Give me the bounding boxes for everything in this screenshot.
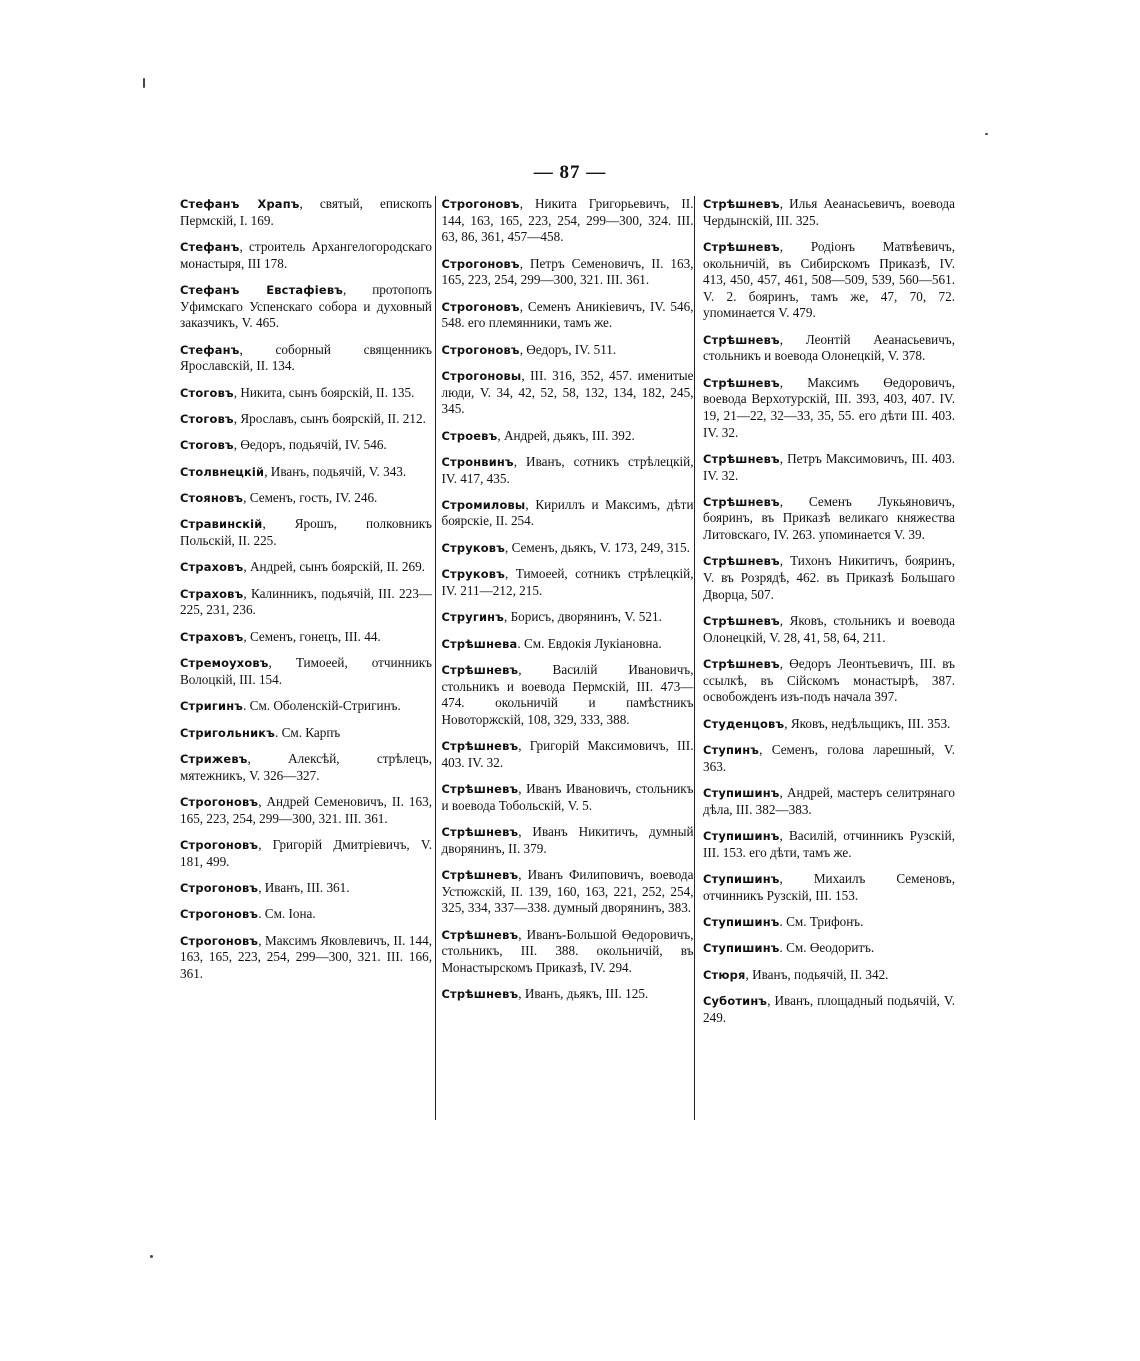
entry-headword: Страховъ [180, 560, 244, 575]
entry-text: , Никита Григорьевичъ, II. 144, 163, 165, 223, 254, 299—300, 324. III. 63, 86, 361, 457—458. [441, 196, 694, 245]
entry-text: , протопопъ Уфимскаго Успенскаго собора и духовный заказчикъ, V. 465. [180, 281, 432, 331]
entry-headword: Строгоновъ [180, 880, 259, 895]
entry-headword: Стригинъ [180, 699, 244, 714]
entry-text: , Тимоеей, отчинникъ Волоцкій, III. 154. [180, 655, 432, 687]
entry-headword: Строгоновъ [441, 342, 520, 357]
index-entry [703, 785, 955, 818]
index-entry [442, 738, 694, 771]
entry-headword: Струковъ [441, 567, 505, 582]
entry-headword: Ступишинъ [703, 785, 780, 800]
entry-headword: Стрѣшневъ [703, 554, 780, 569]
index-entry [703, 451, 955, 484]
index-entry [703, 375, 955, 441]
entry-headword: Стругинъ [441, 610, 505, 625]
entry-text: , Леонтій Аеанасьевичъ, стольникъ и воевода Олонецкій, V. 378. [703, 331, 955, 364]
entry-text: , Ярославъ, сынъ боярскій, II. 212. [233, 410, 426, 426]
entry-headword: Стефанъ Храпъ [180, 197, 300, 211]
entry-text: , Борисъ, дворянинъ, V. 521. [504, 609, 662, 625]
entry-headword: Строгоновъ [180, 907, 259, 922]
index-entry [180, 655, 432, 688]
entry-headword: Строгоновы [441, 368, 522, 383]
index-entry [442, 824, 694, 857]
index-entry [703, 914, 955, 931]
entry-text: , Иванъ Филиповичъ, воевода Устюжскій, II. 139, 160, 163, 221, 252, 254, 325, 334, 337—338. думный дворянинъ, 383. [441, 867, 694, 916]
entry-text: . См. Оболенскій-Стригинъ. [243, 698, 401, 714]
index-entry [180, 698, 432, 715]
entry-text: , Өедоръ Леонтьевичъ, III. въ ссылкѣ, въ Сійскомъ монастырѣ, 387. освобожденъ изъ-подъ начала 397. [703, 656, 955, 705]
entry-text: , III. 316, 352, 457. именитые люди, V. 34, 42, 52, 58, 132, 134, 182, 245, 345. [441, 367, 694, 417]
index-entry [442, 454, 694, 487]
entry-text: , Василій Ивановичъ, стольникъ и воевода Пермскій, III. 473—474. окольничій и памѣстникъ Новоторжскій, 108, 329, 333, 388. [441, 662, 694, 727]
entry-headword: Ступишинъ [703, 914, 780, 929]
entry-text: , Иванъ, площадный подьячій, V. 249. [703, 993, 955, 1025]
entry-text: , Семенъ, гость, IV. 246. [243, 490, 378, 506]
scan-speck [985, 133, 988, 135]
entry-headword: Стрѣшневъ [441, 663, 519, 678]
entry-text: , Семенъ, голова ларешный, V. 363. [703, 742, 955, 774]
entry-headword: Стромиловы [441, 497, 526, 512]
entry-text: . См. Карпъ [274, 724, 341, 740]
entry-text: , Семенъ Аникіевичъ, IV. 546, 548. его племянники, тамъ же. [441, 298, 694, 331]
entry-headword: Стрѣшнева [441, 636, 518, 651]
index-entry [180, 490, 432, 507]
entry-headword: Страховъ [180, 629, 244, 644]
entry-headword: Стрѣшневъ [703, 239, 780, 254]
entry-text: , Андрей, мастеръ селитрянаго дѣла, III. 382—383. [703, 784, 955, 817]
index-entry [442, 368, 694, 418]
index-entry [180, 282, 432, 332]
entry-text: , Кириллъ и Максимъ, дѣти боярскіе, II. 254. [441, 496, 694, 529]
entry-headword: Стефанъ [180, 342, 240, 357]
index-entry [180, 411, 432, 428]
index-entry [703, 871, 955, 904]
entry-text: , Алексѣй, стрѣлецъ, мятежникъ, V. 326—327. [180, 751, 432, 783]
entry-headword: Стрѣшневъ [703, 494, 780, 509]
index-entry [703, 239, 955, 322]
entry-headword: Стрѣшневъ [703, 197, 780, 211]
index-entry [703, 742, 955, 775]
entry-text: , Тихонъ Никитичъ, бояринъ, V. въ Розрядѣ, 462. въ Приказѣ Большаго Дворца, 507. [703, 553, 955, 602]
entry-headword: Суботинъ [703, 994, 768, 1009]
column-3 [703, 196, 955, 1036]
entry-headword: Стронвинъ [441, 454, 514, 469]
index-entry [442, 299, 694, 332]
index-entry [442, 566, 694, 599]
entry-text: , Петръ Семеновичъ, II. 163, 165, 223, 254, 299—300, 321. III. 361. [441, 255, 694, 288]
entry-headword: Стефанъ Евстафіевъ [180, 282, 344, 297]
entry-headword: Стрѣшневъ [703, 332, 780, 347]
entry-text: , Иванъ, подьячій, V. 343. [264, 463, 407, 479]
entry-headword: Строгоновъ [441, 256, 520, 271]
entry-text: , Григорій Максимовичъ, III. 403. IV. 32. [441, 738, 694, 770]
index-entry [703, 332, 955, 365]
index-entry [180, 837, 432, 870]
index-entry [703, 613, 955, 646]
entry-text: , Иванъ Никитичъ, думный дворянинъ, II. 379. [441, 824, 694, 856]
scan-speck [143, 78, 145, 88]
entry-text: , Никита, сынъ боярскій, II. 135. [233, 384, 415, 400]
index-entry [703, 967, 955, 984]
index-entry [180, 751, 432, 784]
index-entry [180, 725, 432, 742]
index-entry [180, 586, 432, 619]
column-1 [180, 196, 432, 1036]
entry-headword: Стригольникъ [180, 725, 275, 740]
entry-headword: Строгоновъ [180, 933, 259, 948]
entry-headword: Строгоновъ [180, 794, 259, 809]
index-entry [180, 516, 432, 549]
entry-text: , Андрей, дьякъ, III. 392. [497, 427, 635, 443]
entry-text: , Яковъ, недѣльщикъ, III. 353. [784, 715, 951, 731]
entry-text: , Калинникъ, подьячій, III. 223—225, 231, 236. [180, 585, 432, 618]
entry-text: , Иванъ, дьякъ, III. 125. [518, 986, 649, 1002]
index-entry [180, 906, 432, 923]
entry-text: , Илья Аеанасьевичъ, воевода Чердынскій, III. 325. [703, 196, 955, 228]
entry-headword: Стояновъ [180, 491, 244, 506]
index-entry [442, 196, 694, 246]
index-entry [442, 497, 694, 530]
index-entry [442, 256, 694, 289]
entry-text: . См. Евдокія Лукіановна. [517, 635, 662, 651]
entry-headword: Ступишинъ [703, 871, 780, 886]
entry-headword: Стрѣшневъ [441, 927, 519, 942]
entry-text: . См. Іона. [258, 906, 316, 922]
index-entry [442, 927, 694, 977]
entry-headword: Стрѣшневъ [703, 614, 780, 629]
index-entry [180, 794, 432, 827]
entry-text: , Василій, отчинникъ Рузскій, III. 153. его дѣти, тамъ же. [703, 827, 955, 860]
index-entry [703, 494, 955, 544]
entry-headword: Ступишинъ [703, 828, 780, 843]
index-entry [442, 986, 694, 1003]
entry-text: , Иванъ Ивановичъ, стольникъ и воевода Тобольскій, V. 5. [441, 781, 694, 813]
entry-text: , Тимоеей, сотникъ стрѣлецкій, IV. 211—212, 215. [441, 566, 694, 598]
page-number: — 87 — [533, 162, 607, 183]
entry-text: , Родіонъ Матвѣевичъ, окольничій, въ Сибирскомъ Приказѣ, IV. 413, 450, 457, 461, 508—509, 539, 560—561. V. 2. бояринъ, тамъ же, 47, 70, 72. упоминается V. 479. [703, 238, 955, 321]
index-entry [442, 781, 694, 814]
entry-headword: Столвнецкій [180, 464, 265, 479]
entry-headword: Стюря [703, 967, 746, 982]
entry-text: , Иванъ, сотникъ стрѣлецкій, IV. 417, 435. [441, 453, 694, 486]
entry-headword: Стрѣшневъ [703, 451, 780, 466]
entry-headword: Стрижевъ [180, 752, 248, 766]
entry-text: , Максимъ Яковлевичъ, II. 144, 163, 165, 223, 254, 299—300, 321. III. 166, 361. [180, 932, 432, 981]
entry-headword: Струковъ [441, 540, 505, 555]
entry-headword: Студенцовъ [703, 716, 785, 731]
entry-text: . См. Өеодоритъ. [779, 940, 875, 956]
index-entry [703, 196, 955, 229]
entry-headword: Строгоновъ [180, 837, 259, 852]
index-entry [442, 428, 694, 445]
index-entry [703, 656, 955, 706]
entry-headword: Стоговъ [180, 411, 234, 426]
entry-headword: Стрѣшневъ [441, 868, 519, 883]
index-entry [180, 629, 432, 646]
entry-text: , Яковъ, стольникъ и воевода Олонецкій, V. 28, 41, 58, 64, 211. [703, 613, 955, 645]
entry-text: , Семенъ Лукьяновичъ, бояринъ, въ Приказѣ великаго княжества Литовскаго, IV. 263. упоминается V. 39. [703, 493, 955, 543]
entry-headword: Строевъ [441, 428, 498, 443]
entry-text: , Григорій Дмитріевичъ, V. 181, 499. [180, 836, 432, 869]
entry-text: , Петръ Максимовичъ, III. 403. IV. 32. [703, 450, 955, 483]
column-2 [442, 196, 694, 1036]
index-entry [442, 342, 694, 359]
entry-headword: Стрѣшневъ [703, 657, 780, 672]
entry-text: , Өедоръ, подьячій, IV. 546. [233, 437, 387, 453]
entry-headword: Ступинъ [703, 743, 760, 757]
index-entry [442, 662, 694, 728]
index-columns [180, 196, 955, 1036]
entry-headword: Стрѣшневъ [441, 739, 519, 754]
entry-headword: Стефанъ [180, 239, 240, 254]
entry-text: . См. Трифонъ. [779, 913, 864, 929]
index-entry [442, 609, 694, 626]
entry-headword: Стоговъ [180, 438, 234, 453]
entry-text: , Максимъ Өедоровичъ, воевода Верхотурскій, III. 393, 403, 407. IV. 19, 21—22, 32—33, 35, 55. его дѣти III. 403. IV. 32. [703, 374, 955, 440]
index-entry [442, 540, 694, 557]
entry-text: , Семенъ, гонецъ, III. 44. [243, 628, 381, 644]
index-entry [703, 993, 955, 1026]
index-entry [180, 464, 432, 481]
index-entry [180, 559, 432, 576]
entry-text: , Михаилъ Семеновъ, отчинникъ Рузскій, III. 153. [703, 870, 955, 903]
scan-speck [150, 1255, 153, 1258]
index-entry [180, 385, 432, 402]
entry-text: , святый, епископъ Пермскій, I. 169. [180, 196, 432, 228]
entry-text: , Иванъ, подьячій, II. 342. [745, 966, 889, 982]
entry-text: , Андрей, сынъ боярскій, II. 269. [243, 559, 425, 575]
entry-text: , Ярошъ, полковникъ Польскій, II. 225. [180, 516, 432, 549]
entry-text: , Өедоръ, IV. 511. [519, 341, 617, 357]
entry-headword: Стрѣшневъ [441, 782, 519, 797]
entry-headword: Ступишинъ [703, 941, 780, 956]
index-entry [442, 636, 694, 653]
entry-text: , Семенъ, дьякъ, V. 173, 249, 315. [504, 539, 690, 555]
index-entry [180, 342, 432, 375]
entry-headword: Стравинскій [180, 517, 263, 532]
entry-text: , соборный священникъ Ярославскій, II. 134. [180, 341, 432, 374]
index-entry [703, 828, 955, 861]
entry-text: , строитель Архангелогородскаго монастыря, III 178. [180, 238, 432, 271]
entry-headword: Строгоновъ [441, 197, 520, 211]
index-entry [180, 239, 432, 272]
entry-headword: Стрѣшневъ [703, 375, 780, 390]
entry-headword: Строгоновъ [441, 299, 520, 314]
entry-text: , Андрей Семеновичъ, II. 163, 165, 223, 254, 299—300, 321. III. 361. [180, 793, 432, 826]
entry-text: , Иванъ, III. 361. [258, 879, 350, 895]
entry-text: , Иванъ-Большой Өедоровичъ, стольникъ, III. 388. окольничій, въ Монастырскомъ Приказѣ, IV. 294. [441, 926, 694, 975]
entry-headword: Стрѣшневъ [441, 825, 519, 840]
index-entry [180, 933, 432, 983]
index-entry [442, 867, 694, 917]
entry-headword: Страховъ [180, 586, 244, 601]
index-entry [703, 940, 955, 957]
index-entry [180, 880, 432, 897]
entry-headword: Стрѣшневъ [441, 987, 519, 1002]
index-entry [703, 553, 955, 603]
index-entry [180, 437, 432, 454]
entry-headword: Стоговъ [180, 385, 234, 400]
index-entry [180, 196, 432, 229]
entry-headword: Стремоуховъ [180, 656, 269, 671]
index-entry [703, 716, 955, 733]
